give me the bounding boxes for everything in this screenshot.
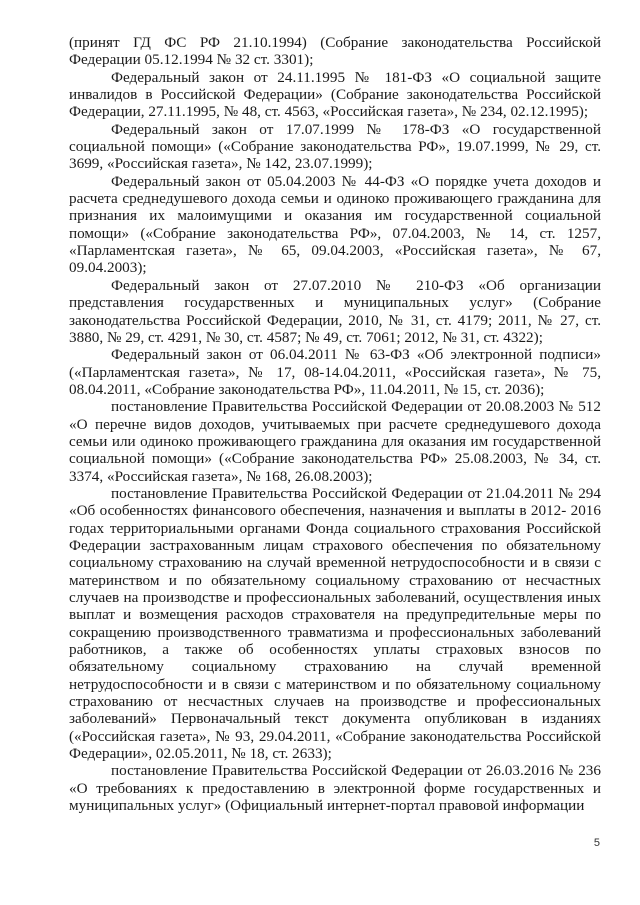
page-number: 5 xyxy=(593,837,600,849)
paragraph-law-63-fz: Федеральный закон от 06.04.2011 № 63-ФЗ «Об электронной подписи» («Парламентская газета», № 17, 08-14.04.2011, «Российская газета», № 75, 08.04.2011, «Собрание законодательства РФ», 11.04.2011, № 15, ст. 2036); xyxy=(69,346,601,398)
paragraph-law-44-fz: Федеральный закон от 05.04.2003 № 44-ФЗ «О порядке учета доходов и расчета среднедушевого дохода семьи и одиноко проживающего гражданина для признания их малоимущими и оказания им государственной социальной помощи» («Собрание законодательства РФ», 07.04.2003, № 14, ст. 1257, «Парламентская газета», № 65, 09.04.2003, «Российская газета», № 67, 09.04.2003); xyxy=(69,172,601,277)
paragraph-resolution-512: постановление Правительства Российской Федерации от 20.08.2003 № 512 «О перечне видов доходов, учитываемых при расчете среднедушевого дохода семьи или одиноко проживающего гражданина для оказания им государственной социальной помощи» («Собрание законодательства РФ» 25.08.2003, № 34, ст. 3374, «Российская газета», № 168, 26.08.2003); xyxy=(69,398,601,485)
paragraph-federal-constitutional-law-continuation: (принят ГД ФС РФ 21.10.1994) (Собрание законодательства Российской Федерации 05.12.1994 № 32 ст. 3301); xyxy=(69,34,601,69)
paragraph-resolution-236: постановление Правительства Российской Федерации от 26.03.2016 № 236 «О требованиях к предоставлению в электронной форме государственных и муниципальных услуг» (Официальный интернет-портал правовой информации xyxy=(69,762,601,815)
paragraph-law-210-fz: Федеральный закон от 27.07.2010 № 210-ФЗ «Об организации представления государственных и муниципальных услуг» (Собрание законодательства Российской Федерации, 2010, № 31, ст. 4179; 2011, № 27, ст. 3880, № 29, ст. 4291, № 30, ст. 4587; № 49, ст. 7061; 2012, № 31, ст. 4322); xyxy=(69,276,601,346)
document-page xyxy=(69,34,601,814)
paragraph-resolution-294: постановление Правительства Российской Федерации от 21.04.2011 № 294 «Об особенностях финансового обеспечения, назначения и выплаты в 2012- 2016 годах территориальными органами Фонда социального страхования Российской Федерации застрахованным лицам страхового обеспечения по обязательному социальному страхованию на случай временной нетрудоспособности и в связи с материнством и по обязательному социальному страхованию от несчастных случаев на производстве и профессиональных заболеваний, осуществления иных выплат и возмещения расходов страхователя на предупредительные меры по сокращению производственного травматизма и профессиональных заболеваний работников, а также об особенностях уплаты страховых взносов по обязательному социальному страхованию на случай временной нетрудоспособности и в связи с материнством и по обязательному социальному страхованию от несчастных случаев на производстве и профессиональных заболеваний» Первоначальный текст документа опубликован в изданиях («Российская газета», № 93, 29.04.2011, «Собрание законодательства Российской Федерации», 02.05.2011, № 18, ст. 2633); xyxy=(69,484,601,763)
paragraph-law-178-fz: Федеральный закон от 17.07.1999 № 178-ФЗ «О государственной социальной помощи» («Собрание законодательства РФ», 19.07.1999, № 29, ст. 3699, «Российская газета», № 142, 23.07.1999); xyxy=(69,120,601,173)
paragraph-law-181-fz: Федеральный закон от 24.11.1995 № 181-ФЗ «О социальной защите инвалидов в Российской Федерации» (Собрание законодательства Российской Федерации, 27.11.1995, № 48, ст. 4563, «Российская газета», № 234, 02.12.1995); xyxy=(69,68,601,121)
